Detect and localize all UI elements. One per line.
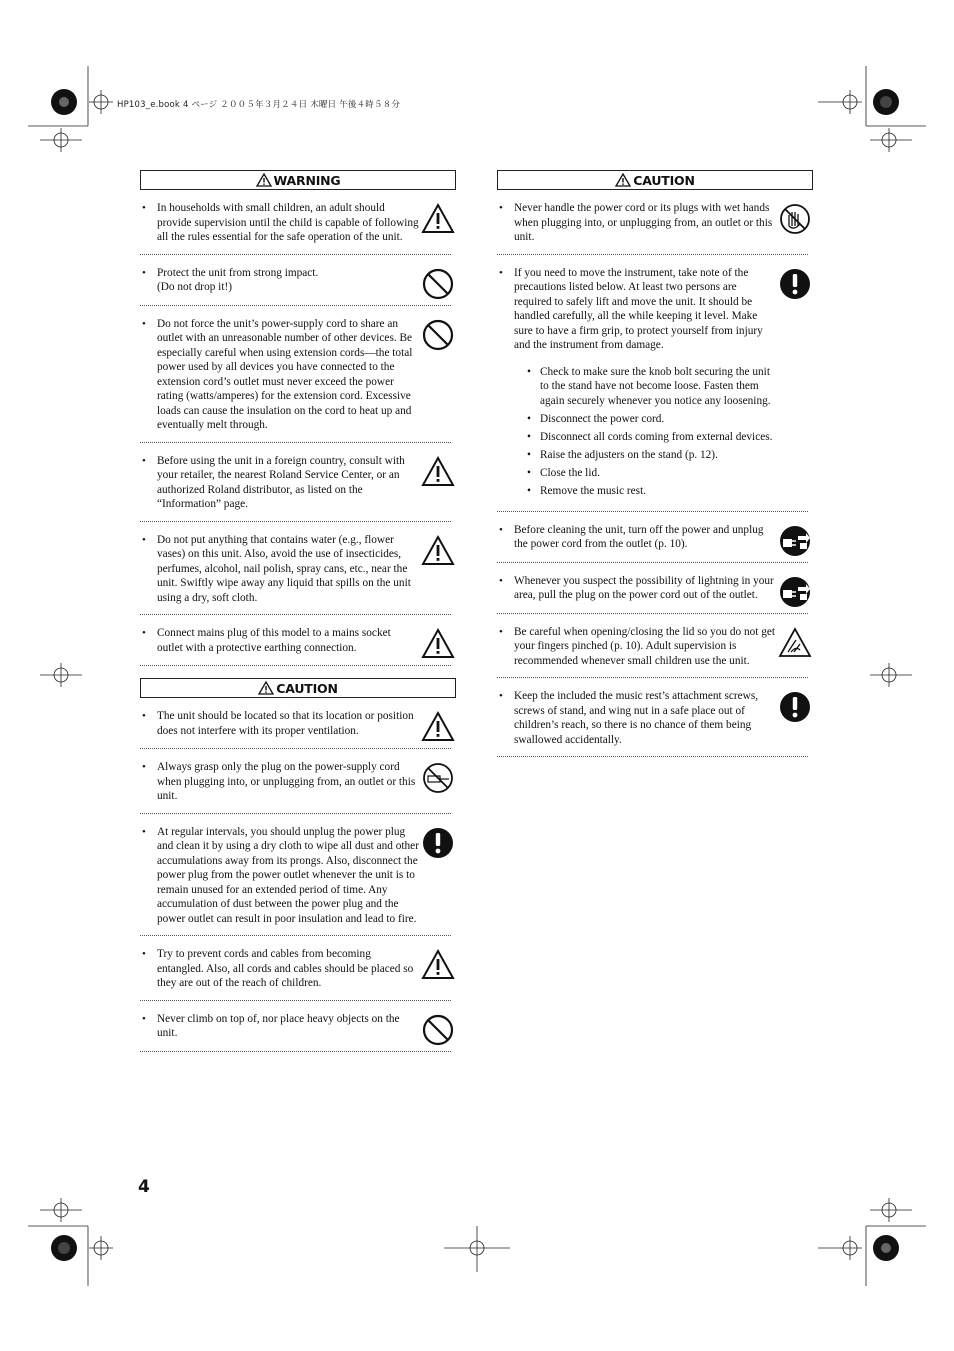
unplug-icon [778,575,812,609]
caution-list [497,190,813,757]
list-item [140,255,451,306]
list-item [497,512,808,563]
bullet: • [142,266,146,279]
warning-triangle-icon [421,455,455,489]
warning-triangle-icon [258,681,274,695]
item-text: Never climb on top of, nor place heavy objects on the unit. [157,1012,400,1039]
list-item [497,614,808,679]
bullet: • [142,454,146,467]
item-text: Always grasp only the plug on the power-supply cord when plugging into, or unplugging from, an outlet or this unit. [157,761,416,802]
item-text: At regular intervals, you should unplug the power plug and clean it by using a dry cloth to wipe all dust and other accumulations away from its prongs. Also, disconnect the power plug from the power outlet whenever the unit is to remain unused for an extended period of time. Any accumulation of dust between the power plug and the power outlet can result in poor insulation and lead to fire. [157,825,419,925]
list-item [140,749,451,814]
item-text: Do not put anything that contains water (e.g., flower vases) on this unit. Also, avoid the use of insecticides, perfumes, alcohol, nail polish, spray cans, etc., near the unit. Swiftly wipe away any liquid that spills on the unit using a dry, soft cloth. [157,533,411,604]
item-text: If you need to move the instrument, take note of the precautions listed below. At least two persons are required to safely lift and move the unit. It should be handled carefully, all the while keeping it level. Make sure to have a firm grip, to protect yourself from injury and the instrument from damage. • Check to make sure the knob bolt securing the unit to the stand have not become loose. Fasten them again securely whenever you notice any loosening. • Disconnect the power cord. • Disconnect all cords coming from external devices. • Raise the adjusters on the stand (p. 12). • Close the lid. • Remove the music rest. [514,266,776,499]
item-text: Try to prevent cords and cables from becoming entangled. Also, all cords and cables should be placed so they are out of the reach of children. [157,948,414,989]
prohibited-icon [421,1013,455,1047]
prohibited-icon [421,267,455,301]
list-item [140,1001,451,1052]
caution-title: CAUTION [276,680,338,696]
list-item [140,522,451,616]
item-text: Be careful when opening/closing the lid so you do not get your fingers pinched (p. 10). Adult supervision is recommended whenever small children use the unit. [514,625,776,667]
caution-header [140,678,456,698]
item-text: Whenever you suspect the possibility of lightning in your area, pull the plug on the power cord out of the outlet. [514,574,774,601]
mandatory-action-icon [421,826,455,860]
warning-triangle-icon [615,173,631,187]
list-item [140,306,451,443]
item-text: The unit should be located so that its location or position does not interfere with its proper ventilation. [157,710,414,737]
warning-triangle-icon [421,627,455,661]
bullet: • [142,533,146,546]
bullet: • [499,266,503,279]
sub-list-item: • Remove the music rest. [527,484,776,499]
list-item [497,563,808,614]
caution-list [140,698,456,1052]
header-text: HP103_e.book 4 ページ ２００５年３月２４日 木曜日 午後４時５８分 [117,100,401,110]
mandatory-action-icon [778,267,812,301]
list-item [140,936,451,1001]
caution-header [497,170,813,190]
page-number: 4 [138,1177,150,1197]
item-text: Protect the unit from strong impact. (Do not drop it!) [157,266,319,293]
list-item [497,678,808,757]
warning-triangle-icon [421,710,455,744]
item-text: Before using the unit in a foreign country, consult with your retailer, the nearest Roland Service Center, or an authorized Roland distributor, as listed on the “Information” page. [157,454,405,510]
list-item [140,615,451,666]
list-item [140,814,451,937]
list-item [140,443,451,522]
sub-list [527,365,776,499]
bullet: • [499,625,503,638]
sub-list-item: • Disconnect the power cord. [527,412,776,427]
bullet: • [142,317,146,330]
item-text: In households with small children, an adult should provide supervision until the child is capable of following all the rules essential for the safe operation of the unit. [157,202,419,243]
bullet: • [142,825,146,838]
left-column [140,170,456,1052]
warning-list [140,190,456,666]
warning-title: WARNING [273,172,341,188]
mandatory-action-icon [778,690,812,724]
bullet: • [142,710,146,722]
sub-list-item: • Check to make sure the knob bolt securing the unit to the stand have not become loose. Fasten them again securely whenever you notice any loosening. [527,365,776,409]
no-pull-cord-icon [421,761,455,795]
list-item [497,190,808,255]
prohibited-icon [421,318,455,352]
warning-header [140,170,456,190]
item-text: Never handle the power cord or its plugs with wet hands when plugging into, or unplugging from, an outlet or this unit. [514,202,773,243]
list-item [497,255,808,512]
bullet: • [499,202,503,214]
warning-triangle-icon [421,534,455,568]
caution-title: CAUTION [633,172,695,188]
bullet: • [499,690,503,702]
sub-list-item: • Disconnect all cords coming from external devices. [527,430,776,445]
warning-triangle-icon [421,948,455,982]
warning-triangle-icon [256,173,272,187]
list-item [140,698,451,749]
item-text: Keep the included the music rest’s attachment screws, screws of stand, and wing nut in a safe place out of children’s reach, so there is no chance of them being swallowed accidentally. [514,690,759,746]
sub-list-item: • Raise the adjusters on the stand (p. 12). [527,448,776,463]
item-text: Connect mains plug of this model to a mains socket outlet with a protective earthing connection. [157,627,391,654]
warning-triangle-icon [421,202,455,236]
item-text: Before cleaning the unit, turn off the power and unplug the power cord from the outlet (p. 10). [514,523,764,550]
right-column [497,170,813,757]
bullet: • [499,523,503,536]
bullet: • [499,574,503,587]
list-item [140,190,451,255]
no-wet-hands-icon [778,202,812,236]
sub-list-item: • Close the lid. [527,466,776,481]
bullet: • [142,1012,146,1025]
item-text: Do not force the unit’s power-supply cord to share an outlet with an unreasonable number of other devices. Be especially careful when using extension cords—the total power used by all devices you have connected to the extension cord’s outlet must never exceed the power rating (watts/amperes) for the extension cord. Excessive loads can cause the insulation on the cord to heat up and eventually melt through. [157,317,413,431]
bullet: • [142,948,146,960]
bullet: • [142,627,146,639]
unplug-icon [778,524,812,558]
bullet: • [142,202,146,214]
bullet: • [142,761,146,773]
pinch-hazard-icon [778,626,812,660]
